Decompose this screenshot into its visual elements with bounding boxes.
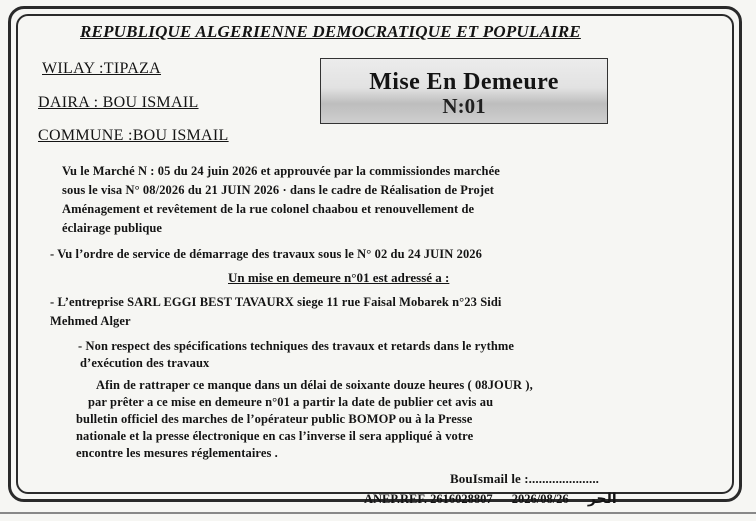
reason-line1: - Non respect des spécifications techniques des travaux et retards dans le rythme: [78, 339, 515, 353]
addressed-heading: Un mise en demeure n°01 est adressé a :: [228, 270, 450, 285]
publication-date: 2026/08/26: [511, 492, 569, 506]
para1-line3: Aménagement et revêtement de la rue colonel chaabou et renouvellement de: [62, 202, 475, 216]
recipient-line2: Mehmed Alger: [50, 314, 131, 328]
notice-title-box: [320, 58, 608, 124]
demand-line2: par prêter a ce mise en demeure n°01 a partir la date de publier cet avis au: [88, 395, 494, 409]
demand-line1: Afin de rattraper ce manque dans un délai de soixante douze heures ( 08JOUR ),: [96, 378, 533, 392]
reason-line2: d’exécution des travaux: [80, 356, 210, 370]
anep-reference: ANEP.REF. 2616028807: [364, 492, 493, 506]
recipient-line1: - L’entreprise SARL EGGI BEST TAVAURX siege 11 rue Faisal Mobarek n°23 Sidi: [50, 295, 502, 309]
demand-line4: nationale et la presse électronique en cas l’inverse il sera appliqué à votre: [76, 429, 474, 443]
para1-line1: Vu le Marché N : 05 du 24 juin 2026 et approuvée par la commissiondes marchée: [62, 164, 500, 178]
republic-heading: REPUBLIQUE ALGERIENNE DEMOCRATIQUE ET POPULAIRE: [80, 22, 581, 41]
footer: [364, 491, 633, 507]
wilaya-label: WILAY :TIPAZA: [42, 60, 162, 77]
notice-title: Mise En Demeure: [369, 69, 559, 95]
demand-line3: bulletin officiel des marches de l’opérateur public BOMOP ou à la Presse: [76, 412, 473, 426]
commune-label: COMMUNE :BOU ISMAIL: [38, 127, 229, 144]
para2-line: - Vu l’ordre de service de démarrage des travaux sous le N° 02 du 24 JUIN 2026: [50, 247, 482, 261]
page-edge-line: [0, 512, 756, 514]
daira-label: DAIRA : BOU ISMAIL: [38, 94, 199, 111]
newspaper-logo-icon: الحر: [587, 491, 617, 507]
demand-line5: encontre les mesures réglementaires .: [76, 446, 278, 460]
para1-line2: sous le visa N° 08/2026 du 21 JUIN 2026 · dans le cadre de Réalisation de Projet: [62, 183, 494, 197]
para1-line4: éclairage publique: [62, 221, 163, 235]
signature-line: BouIsmail le :.....................: [450, 471, 600, 486]
notice-number: N:01: [442, 94, 486, 118]
